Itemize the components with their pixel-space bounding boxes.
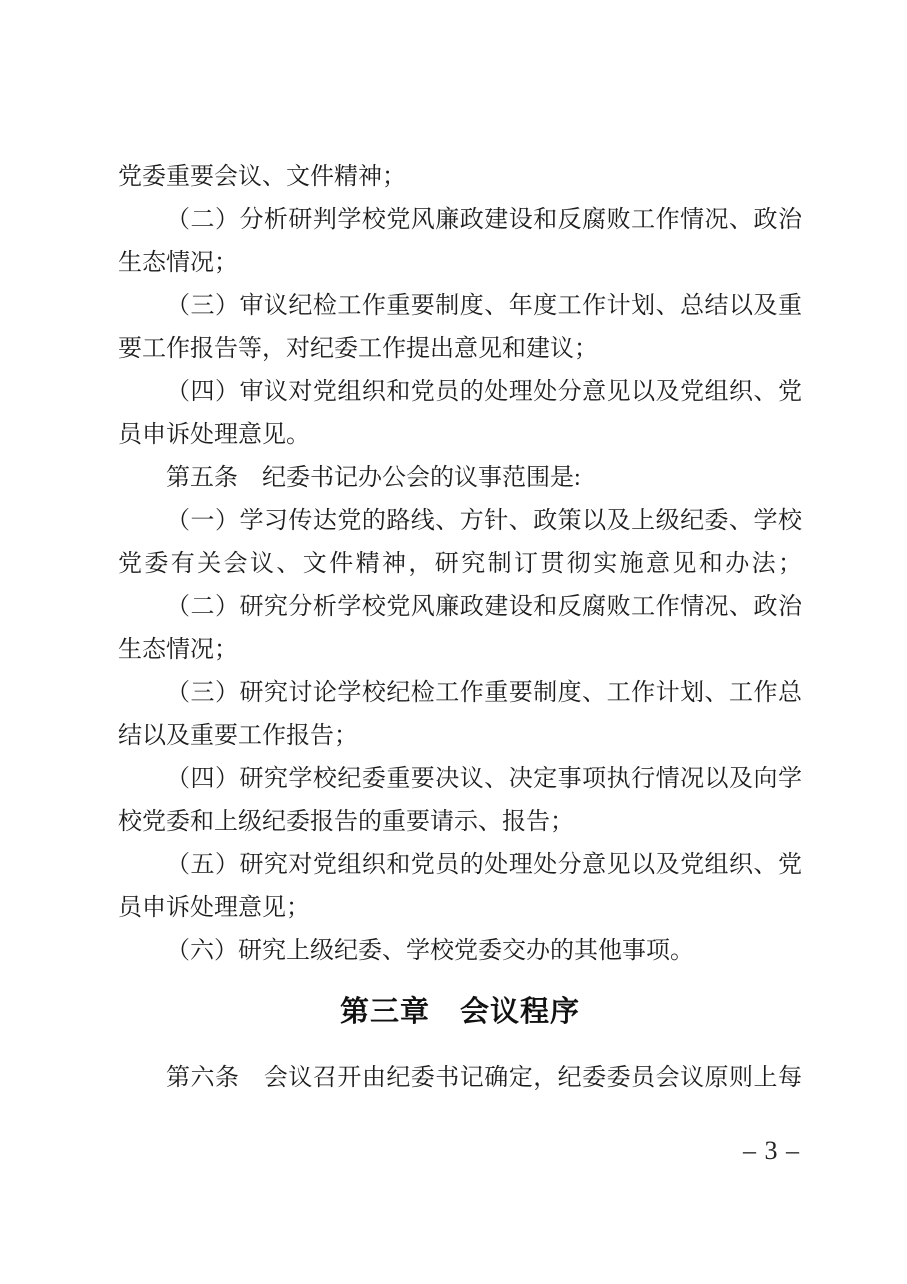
text-line: 生态情况； bbox=[118, 250, 238, 276]
text-line: （三）审议纪检工作重要制度、年度工作计划、总结以及重 bbox=[166, 293, 802, 319]
text-line: 校党委和上级纪委报告的重要请示、报告； bbox=[118, 809, 574, 835]
text-line: 第五条 纪委书记办公会的议事范围是: bbox=[166, 465, 581, 491]
text-line: （一）学习传达党的路线、方针、政策以及上级纪委、学校 bbox=[166, 508, 802, 534]
text-line: 员申诉处理意见； bbox=[118, 895, 310, 921]
text-line: （四）审议对党组织和党员的处理处分意见以及党组织、党 bbox=[166, 379, 802, 405]
document-body bbox=[118, 156, 802, 1100]
page-number: – 3 – bbox=[743, 1136, 800, 1165]
text-line: （四）研究学校纪委重要决议、决定事项执行情况以及向学 bbox=[166, 766, 802, 792]
text-block-after-heading bbox=[118, 1057, 802, 1100]
text-line: 党委有关会议、文件精神，研究制订贯彻实施意见和办法； bbox=[118, 551, 802, 577]
text-block-before-heading bbox=[118, 156, 802, 973]
text-line: （五）研究对党组织和党员的处理处分意见以及党组织、党 bbox=[166, 852, 802, 878]
chapter-heading: 第三章 会议程序 bbox=[339, 996, 580, 1028]
text-line: 第六条 会议召开由纪委书记确定，纪委委员会议原则上每 bbox=[166, 1065, 802, 1091]
text-line: 要工作报告等，对纪委工作提出意见和建议； bbox=[118, 336, 598, 362]
text-line: 结以及重要工作报告； bbox=[118, 723, 358, 749]
text-line: 生态情况； bbox=[118, 637, 238, 663]
text-line: （三）研究讨论学校纪检工作重要制度、工作计划、工作总 bbox=[166, 680, 802, 706]
text-line: （二）分析研判学校党风廉政建设和反腐败工作情况、政治 bbox=[166, 207, 802, 233]
text-line: （二）研究分析学校党风廉政建设和反腐败工作情况、政治 bbox=[166, 594, 802, 620]
text-line: 员申诉处理意见。 bbox=[118, 422, 310, 448]
text-line: （六）研究上级纪委、学校党委交办的其他事项。 bbox=[166, 938, 694, 964]
text-line: 党委重要会议、文件精神； bbox=[118, 164, 406, 190]
